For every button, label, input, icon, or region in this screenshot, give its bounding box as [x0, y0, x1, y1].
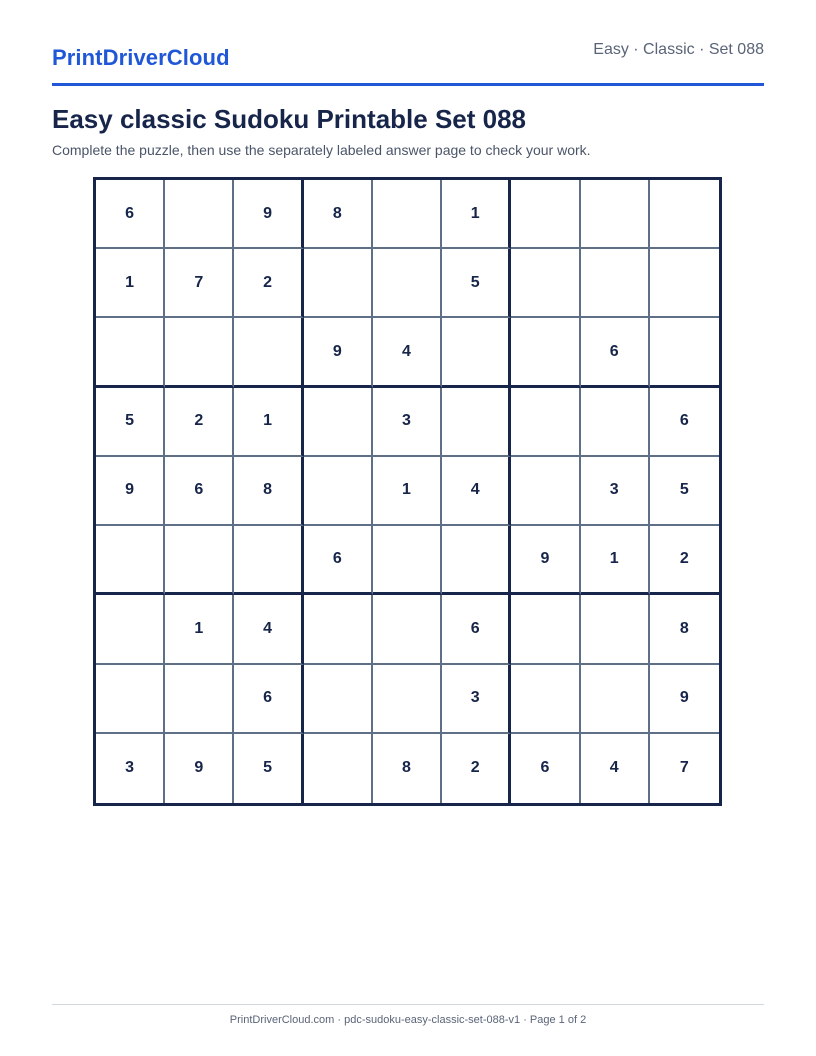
sudoku-cell[interactable]: [304, 734, 373, 803]
sudoku-cell[interactable]: 6: [96, 180, 165, 249]
sudoku-cell[interactable]: [373, 665, 442, 734]
sudoku-cell[interactable]: [442, 388, 511, 457]
sudoku-cell[interactable]: 4: [442, 457, 511, 526]
sudoku-cell[interactable]: 8: [304, 180, 373, 249]
sudoku-cell[interactable]: [304, 388, 373, 457]
sudoku-cell[interactable]: [373, 249, 442, 318]
sudoku-cell[interactable]: 2: [650, 526, 719, 595]
sudoku-cell[interactable]: [581, 595, 650, 664]
sudoku-cell[interactable]: 5: [234, 734, 303, 803]
sudoku-cell[interactable]: [511, 249, 580, 318]
sudoku-cell[interactable]: [511, 665, 580, 734]
sudoku-cell[interactable]: 4: [581, 734, 650, 803]
sudoku-cell[interactable]: 5: [96, 388, 165, 457]
sudoku-cell[interactable]: 4: [373, 318, 442, 387]
sudoku-cell[interactable]: [442, 526, 511, 595]
sudoku-cell[interactable]: [96, 595, 165, 664]
sudoku-cell[interactable]: [304, 249, 373, 318]
sudoku-cell[interactable]: 1: [581, 526, 650, 595]
sudoku-cell[interactable]: 6: [511, 734, 580, 803]
sudoku-cell[interactable]: [304, 457, 373, 526]
sudoku-cell[interactable]: [373, 526, 442, 595]
sudoku-cell[interactable]: 6: [304, 526, 373, 595]
sudoku-cell[interactable]: [442, 318, 511, 387]
sudoku-cell[interactable]: 3: [442, 665, 511, 734]
sudoku-cell[interactable]: 3: [373, 388, 442, 457]
sudoku-cell[interactable]: [373, 180, 442, 249]
sudoku-cell[interactable]: 9: [304, 318, 373, 387]
sudoku-cell[interactable]: 6: [165, 457, 234, 526]
sudoku-cell[interactable]: 8: [234, 457, 303, 526]
sudoku-cell[interactable]: 9: [650, 665, 719, 734]
sudoku-cell[interactable]: 6: [581, 318, 650, 387]
sudoku-cell[interactable]: 3: [581, 457, 650, 526]
sudoku-cell[interactable]: 1: [96, 249, 165, 318]
sudoku-cell[interactable]: [234, 318, 303, 387]
breadcrumb: Easy · Classic · Set 088: [593, 41, 764, 58]
sudoku-cell[interactable]: 7: [165, 249, 234, 318]
sudoku-cell[interactable]: [165, 318, 234, 387]
sudoku-cell[interactable]: 9: [511, 526, 580, 595]
sudoku-cell[interactable]: 3: [96, 734, 165, 803]
page-subtitle: Complete the puzzle, then use the separately labeled answer page to check your work.: [52, 142, 591, 158]
sudoku-cell[interactable]: 7: [679, 759, 689, 777]
sudoku-cell[interactable]: [165, 180, 234, 249]
sudoku-cell[interactable]: 5: [650, 457, 719, 526]
sudoku-cell[interactable]: [581, 388, 650, 457]
sudoku-cell[interactable]: 2: [165, 388, 234, 457]
sudoku-cell[interactable]: 1: [442, 180, 511, 249]
sudoku-cell[interactable]: [373, 595, 442, 664]
sudoku-cell[interactable]: 6: [442, 595, 511, 664]
header-divider: [52, 83, 764, 86]
page-header: [52, 0, 764, 86]
sudoku-cell[interactable]: [511, 595, 580, 664]
sudoku-cell[interactable]: [234, 526, 303, 595]
sudoku-cell[interactable]: 9: [234, 180, 303, 249]
sudoku-cell[interactable]: 1: [234, 388, 303, 457]
sudoku-cell[interactable]: 5: [442, 249, 511, 318]
sudoku-cell[interactable]: 8: [373, 734, 442, 803]
page-footer: PrintDriverCloud.com · pdc-sudoku-easy-classic-set-088-v1 · Page 1 of 2: [229, 1014, 587, 1026]
sudoku-cell[interactable]: 6: [234, 665, 303, 734]
sudoku-cell[interactable]: [511, 388, 580, 457]
sudoku-cell[interactable]: [511, 180, 580, 249]
sudoku-cell[interactable]: [581, 249, 650, 318]
sudoku-cell[interactable]: [581, 180, 650, 249]
sudoku-cell[interactable]: 1: [165, 595, 234, 664]
footer-divider: [52, 1004, 764, 1005]
page-title: Easy classic Sudoku Printable Set 088: [52, 104, 527, 134]
sudoku-cell[interactable]: [511, 457, 580, 526]
sudoku-cell[interactable]: 8: [650, 595, 719, 664]
sudoku-cell[interactable]: [304, 595, 373, 664]
sudoku-cell[interactable]: [96, 665, 165, 734]
sudoku-cell[interactable]: [511, 318, 580, 387]
brand-logo[interactable]: PrintDriverCloud: [52, 45, 230, 70]
sudoku-cell[interactable]: 9: [96, 457, 165, 526]
sudoku-cell[interactable]: [581, 665, 650, 734]
sudoku-cell[interactable]: 9: [165, 734, 234, 803]
sudoku-cell[interactable]: [650, 249, 719, 318]
sudoku-cell[interactable]: [650, 180, 719, 249]
sudoku-cell[interactable]: [304, 665, 373, 734]
sudoku-cell[interactable]: [96, 318, 165, 387]
sudoku-cell[interactable]: 4: [234, 595, 303, 664]
sudoku-cell[interactable]: [165, 526, 234, 595]
sudoku-cell[interactable]: 2: [234, 249, 303, 318]
sudoku-cell[interactable]: 1: [373, 457, 442, 526]
sudoku-grid: [93, 177, 722, 806]
sudoku-cell[interactable]: 6: [650, 388, 719, 457]
sudoku-cell[interactable]: [650, 318, 719, 387]
sudoku-cell[interactable]: 2: [442, 734, 511, 803]
sudoku-cell[interactable]: [165, 665, 234, 734]
sudoku-cell[interactable]: [96, 526, 165, 595]
